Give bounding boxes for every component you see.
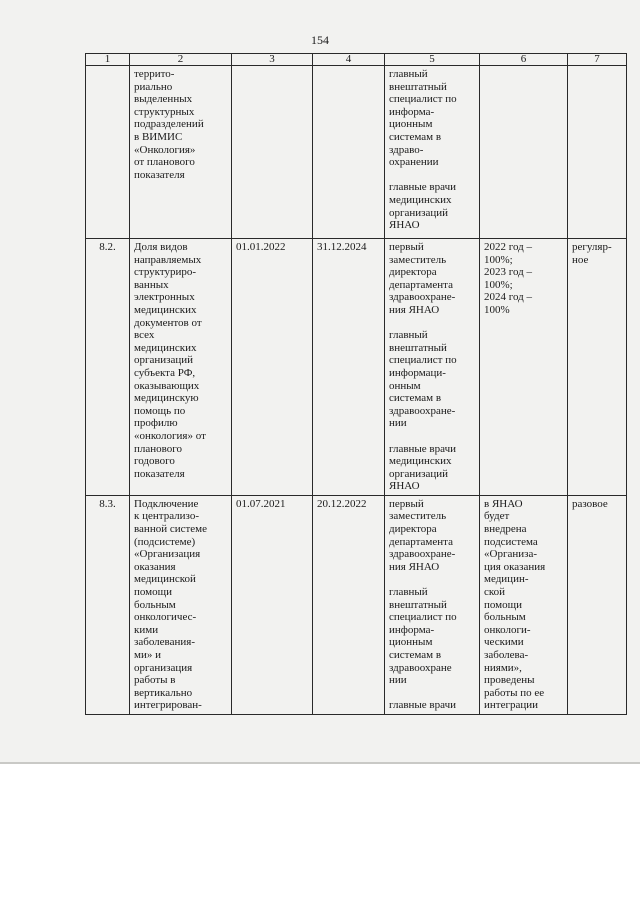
row-number-cell bbox=[86, 66, 130, 239]
start-date-cell: 01.07.2021 bbox=[232, 495, 313, 714]
table-header-row bbox=[86, 54, 627, 66]
result-cell: в ЯНАО будет внедрена подсистема «Организа- ция оказания медицин- ской помощи больным онкологи- ческими заболева- ниями», проведены работы по ее интеграции bbox=[480, 495, 568, 714]
end-date-cell: 31.12.2024 bbox=[313, 239, 385, 496]
column-header: 4 bbox=[313, 54, 385, 66]
type-cell bbox=[568, 66, 627, 239]
responsible-cell: первый заместитель директора департамента здравоохране- ния ЯНАО главный внештатный специалист по информа- ционным системам в здравоохране нии главные врачи bbox=[385, 495, 480, 714]
row-number-cell: 8.3. bbox=[86, 495, 130, 714]
result-cell: 2022 год – 100%; 2023 год – 100%; 2024 год – 100% bbox=[480, 239, 568, 496]
table-row bbox=[86, 239, 627, 496]
end-date-cell bbox=[313, 66, 385, 239]
responsible-cell: главный внештатный специалист по информа- ционным системам в здраво- охранении главные врачи медицинских организаций ЯНАО bbox=[385, 66, 480, 239]
table-row bbox=[86, 495, 627, 714]
column-header: 7 bbox=[568, 54, 627, 66]
description-cell: Доля видов направляемых структуриро- ванных электронных медицинских документов от всех медицинских организаций субъекта РФ, оказывающих медицинскую помощь по профилю «онкология» от планового годового показателя bbox=[130, 239, 232, 496]
page-number: 154 bbox=[311, 33, 329, 47]
column-header: 5 bbox=[385, 54, 480, 66]
plan-table bbox=[85, 53, 627, 715]
description-cell: Подключение к централизо- ванной системе (подсистеме) «Организация оказания медицинской помощи больным онкологичес- кими заболевания- ми» и организация работы в вертикально интегрирован- bbox=[130, 495, 232, 714]
type-cell: разовое bbox=[568, 495, 627, 714]
end-date-cell: 20.12.2022 bbox=[313, 495, 385, 714]
type-cell: регуляр- ное bbox=[568, 239, 627, 496]
start-date-cell: 01.01.2022 bbox=[232, 239, 313, 496]
column-header: 1 bbox=[86, 54, 130, 66]
description-cell: террито- риально выделенных структурных подразделений в ВИМИС «Онкология» от планового показателя bbox=[130, 66, 232, 239]
table-row bbox=[86, 66, 627, 239]
row-number-cell: 8.2. bbox=[86, 239, 130, 496]
result-cell bbox=[480, 66, 568, 239]
column-header: 3 bbox=[232, 54, 313, 66]
responsible-cell: первый заместитель директора департамента здравоохране- ния ЯНАО главный внештатный специалист по информаци- онным системам в здравоохране- нии главные врачи медицинских организаций ЯНАО bbox=[385, 239, 480, 496]
start-date-cell bbox=[232, 66, 313, 239]
column-header: 6 bbox=[480, 54, 568, 66]
column-header: 2 bbox=[130, 54, 232, 66]
